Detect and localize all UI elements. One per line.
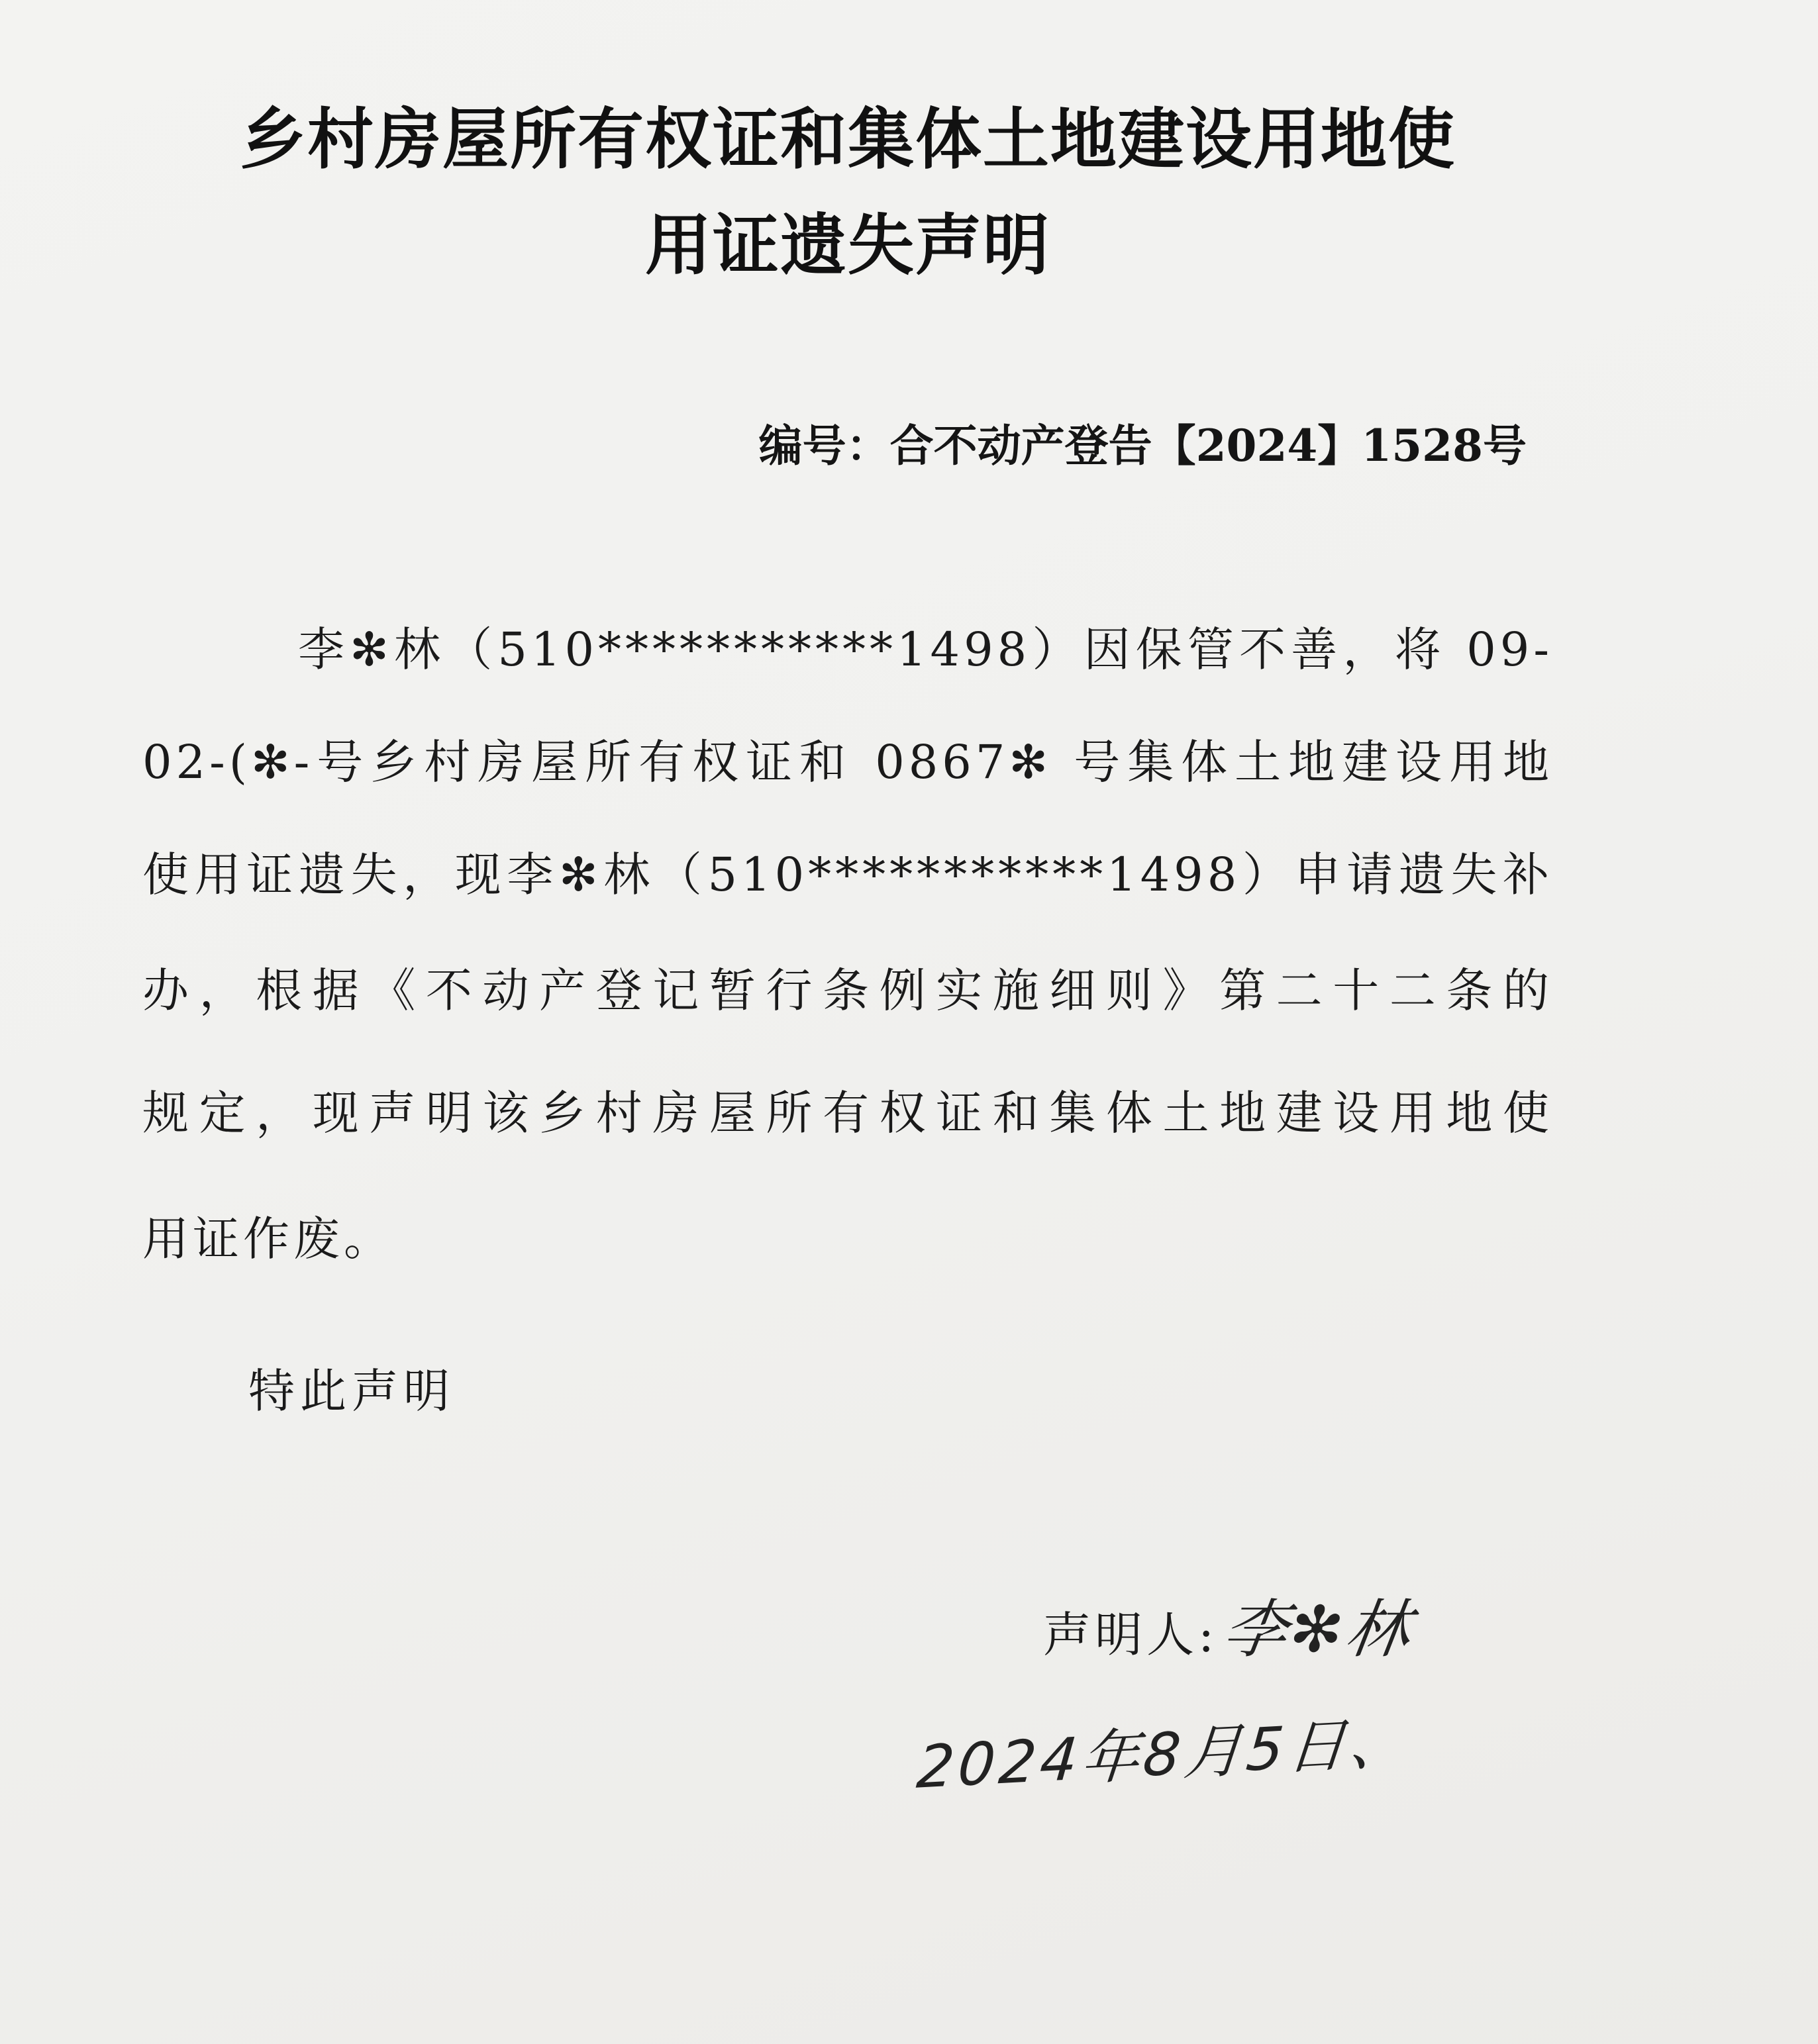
body-line-1: 李✻林（510***********1498）因保管不善，将 09- <box>298 622 1553 677</box>
body-line-2: 02-(✻-号乡村房屋所有权证和 0867✻ 号集体土地建设用地 <box>142 735 1553 789</box>
title-line-2: 用证遗失声明 <box>645 206 1050 284</box>
document-number: 编号：合不动产登告【2024】1528号 <box>758 420 1527 471</box>
title-line-1: 乡村房屋所有权证和集体土地建设用地使 <box>240 100 1456 178</box>
handwritten-date: 2024年8月5日、 <box>914 1707 1415 1802</box>
closing-statement: 特此声明 <box>248 1364 455 1418</box>
body-line-3: 使用证遗失，现李✻林（510***********1498）申请遗失补 <box>142 848 1553 902</box>
signer-block <box>1043 1579 1418 1670</box>
signer-label: 声明人: <box>1043 1607 1219 1663</box>
handwritten-signature: 李✻林 <box>1219 1592 1418 1667</box>
body-line-6: 用证作废。 <box>142 1212 394 1266</box>
body-line-5: 规定，现声明该乡村房屋所有权证和集体土地建设用地使 <box>142 1086 1553 1140</box>
body-line-4: 办，根据《不动产登记暂行条例实施细则》第二十二条的 <box>142 963 1553 1018</box>
